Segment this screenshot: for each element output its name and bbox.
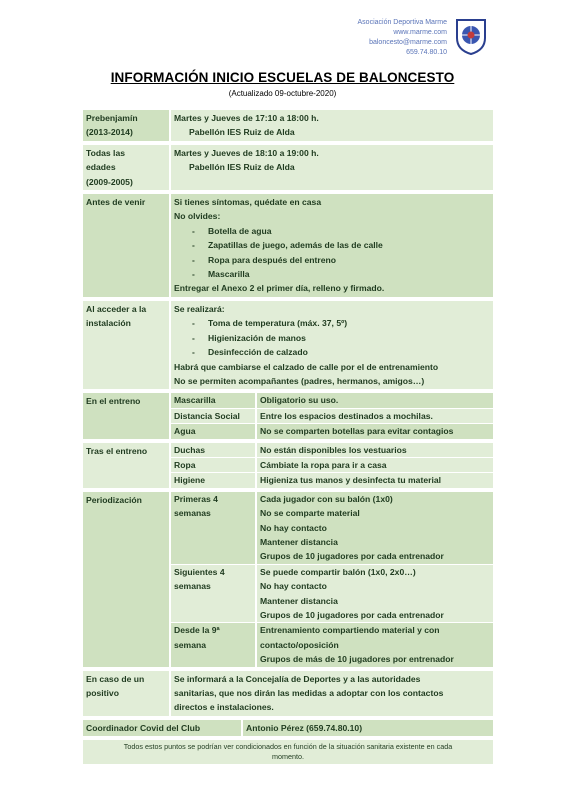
info-table [83,110,493,764]
row-label: Antes de venir [83,194,169,297]
row-label: Tras el entreno [83,443,169,488]
row-label: Prebenjamín (2013-2014) [83,110,169,141]
table-row-periodizacion [83,492,493,667]
list-item: - Ropa para después del entreno [192,253,490,267]
row-value: Martes y Jueves de 18:10 a 19:00 h. Pabellón IES Ruiz de Alda [171,145,493,190]
org-name: Asociación Deportiva Marme [357,19,447,26]
pair-row: Mascarilla Obligatorio su uso. [171,393,493,407]
table-row-prebenjamin [83,110,493,141]
row-value: Se realizará: - Toma de temperatura (máx. 37, 5º) - Higienización de manos - Desinfección de calzado Habrá que cambiarse el calzado de calle por el de entrenamiento No se permiten acompañantes (padres, hermanos, amigos…) [171,301,493,389]
table-row-en-el-entreno [83,393,493,438]
row-label: En caso de un positivo [83,671,169,716]
list-item: - Higienización de manos [192,331,490,345]
org-info [358,18,447,58]
coordinator-value: Antonio Pérez (659.74.80.10) [243,720,493,736]
checklist [174,224,490,282]
table-row-acceder [83,301,493,389]
club-logo-icon [453,16,489,56]
table-row-todas-edades [83,145,493,190]
row-value: Si tienes síntomas, quédate en casa No olvides: - Botella de agua - Zapatillas de juego, además de las de calle - Ropa para después del entreno - Mascarilla Entregar el Anexo 2 el primer día, relleno y firmado. [171,194,493,297]
pair-row: Distancia Social Entre los espacios destinados a mochilas. [171,409,493,423]
table-row-positivo [83,671,493,716]
row-label: Al acceder a la instalación [83,301,169,389]
row-label: En el entreno [83,393,169,438]
list-item: - Desinfección de calzado [192,345,490,359]
phases-group [171,492,493,667]
coordinator-label: Coordinador Covid del Club [83,720,241,736]
row-value: Se informará a la Concejalía de Deportes y a las autoridades sanitarias, que nos dirán las medidas a adoptar con los contactos directos e instalaciones. [171,671,493,716]
list-item: - Toma de temperatura (máx. 37, 5º) [192,316,490,330]
table-row-tras-el-entreno [83,443,493,488]
page-title: INFORMACIÓN INICIO ESCUELAS DE BALONCESTO [110,70,455,85]
org-email: baloncesto@marme.com [369,39,447,46]
coordinator-row [83,720,493,736]
org-phone: 659.74.80.10 [406,49,447,56]
list-item: - Zapatillas de juego, además de las de calle [192,238,490,252]
org-website: www.marme.com [393,29,447,36]
checklist [174,316,490,359]
row-label: Periodización [83,492,169,667]
pairs-group [171,393,493,438]
phase-row: Primeras 4 semanas Cada jugador con su balón (1x0) No se comparte material No hay contacto Mantener distancia Grupos de 10 jugadores por cada entrenador [171,492,493,564]
pair-row: Duchas No están disponibles los vestuarios [171,443,493,457]
phase-row: Desde la 9ª semana Entrenamiento compartiendo material y con contacto/oposición Grupos de más de 10 jugadores por entrenador [171,623,493,666]
row-label: Todas las edades (2009-2005) [83,145,169,190]
list-item: - Botella de agua [192,224,490,238]
footer-note: Todos estos puntos se podrían ver condicionados en función de la situación sanitaria existente en cada momento. [83,740,493,764]
pairs-group [171,443,493,488]
table-row-antes-de-venir [83,194,493,297]
pair-row: Higiene Higieniza tus manos y desinfecta tu material [171,473,493,487]
phase-row: Siguientes 4 semanas Se puede compartir balón (1x0, 2x0…) No hay contacto Mantener distancia Grupos de 10 jugadores por cada entrenador [171,565,493,623]
pair-row: Agua No se comparten botellas para evitar contagios [171,424,493,438]
pair-row: Ropa Cámbiate la ropa para ir a casa [171,458,493,472]
row-value: Martes y Jueves de 17:10 a 18:00 h. Pabellón IES Ruiz de Alda [171,110,493,141]
list-item: - Mascarilla [192,267,490,281]
page-subtitle: (Actualizado 09-octubre-2020) [228,89,337,98]
